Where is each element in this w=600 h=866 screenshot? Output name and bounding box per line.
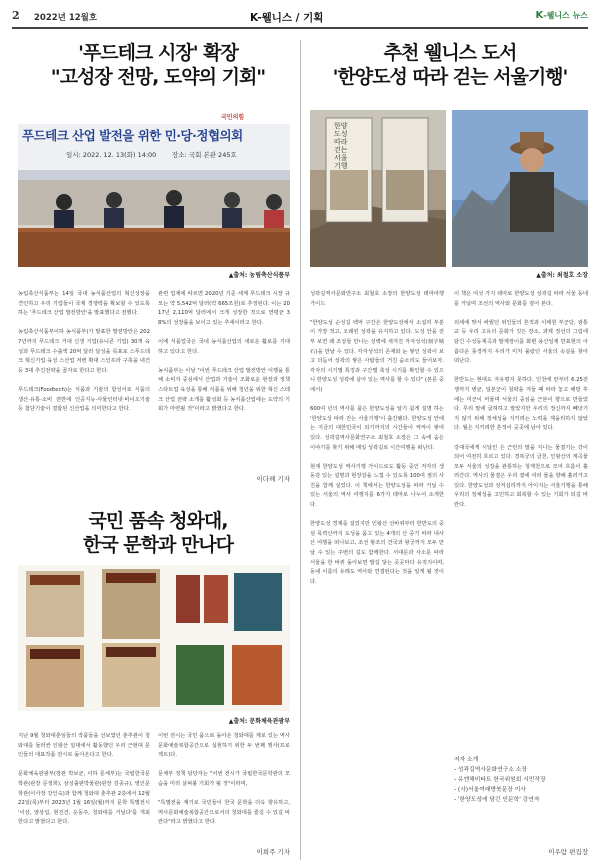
banner-place: 장소: 국회 본관 245호 bbox=[172, 151, 237, 159]
article3-column1: 지난 9월 청와대춘임들의 작품들을 선보였던 춘추관이 청와대를 둘러싼 인왕산 일대에서 활동했던 우리 근현대 문인들의 대표작품 전시로 돌아온다고 한다. 문화체육관광부(장관 박보균, 이하 문체부)는 국립한국문학관(관장 문정희), 삼성출판박물관(관장 김종규), 영인문학관(이사장 강인숙)과 함께 청와대 춘추관 2층에서 12월 22일(목)부터 2023년 1월 16일(월)까지 문학 특별전시 '이상, 염상섭, 현진건, 운동주, 청와대를 거닐다'를 개최한다고 밝혔다고 한다. bbox=[18, 733, 150, 826]
article2-byline: 이우람 편집장 bbox=[548, 848, 588, 856]
banner-date: 일시: 2022. 12. 13(화) 14:00 bbox=[66, 151, 157, 159]
portrait-graphic bbox=[452, 110, 588, 267]
section-title: K-웰니스 / 기획 bbox=[250, 12, 324, 24]
article2-headline-line1: 추천 웰니스 도서 bbox=[383, 42, 517, 64]
article1-column2: 관련 업계에 따르면 2020년 기준 세계 푸드테크 시장 규모는 약 5,542억 달러(약 665조원)로 추정된다. 이는 2017년 2,110억 달러에서 크게 성장한 것으로 연평균 38%의 성장률을 보이고 있는 추세이라고 한다. 이에 식품업국은 국내 농식품산업의 새로운 활로를 기대하고 있다고 한다. 농식품부는 이날 "이번 푸드테크 산업 발전방안 이행을 통해 소비자 중심에서 산업과 기술이 조화로운 현장과 정책 스타트업 육성을 통해 식품을 위해 청년을 위한 혁신 스테크 산업 전략 소개를 활성화 등 농식품산업에는 도약의 기회가 마련될 것"이라고 밝혔다고 한다. bbox=[158, 291, 290, 413]
banner-title: 푸드테크 산업 발전을 위한 민·당·정협의회 bbox=[22, 128, 243, 143]
logo-text: 웰니스 뉴스 bbox=[546, 11, 588, 20]
author-item: - (사)서울여래방북문장 이사 bbox=[454, 787, 526, 793]
author-item: - 유엔해비타트 한국위원회 시민작장 bbox=[454, 777, 546, 783]
article3-byline: 이희주 기자 bbox=[256, 848, 290, 856]
column-divider bbox=[300, 40, 301, 860]
author-portrait-photo bbox=[452, 110, 588, 267]
book-scene-graphic bbox=[310, 110, 446, 267]
logo-mark: K bbox=[535, 10, 544, 21]
author-intro-label: 저자 소개 bbox=[454, 757, 479, 763]
header-rule bbox=[12, 27, 588, 29]
article3-caption: ▲출처: 문화체육관광부 bbox=[228, 718, 290, 725]
author-item: - '한양도성에 담긴 인문학' 강연자 bbox=[454, 797, 540, 803]
page-header bbox=[12, 8, 588, 26]
author-intro bbox=[454, 755, 588, 805]
article3-headline-line1: 국민 품속 청와대, bbox=[88, 510, 228, 532]
article1-column1: 농림축산식품부는 14일 국내 농식품산업의 혁신성장을 견인하고 우리 기업들이 국제 경쟁력을 확보할 수 있도록 하는 '푸드테크 산업 발전방안'을 발표했다고 전했다. 농림축산식품부이하 농식품부)가 발표한 발전방안은 2027년까지 푸드테크 거대 신생 기업(유니콘 기업) 30개 육성과 푸드테크 수출액 20억 달러 달성을 목표로 스푸드테크 혁신기업 육성 스산업 저변 확대 스인프라 구축을 내건 등 3대 추진전략을 골자로 한다고 한다. 푸드테크(Foodtech)는 식품과 기술의 합성어로 식품의 생산·유통·소비 전반에 인공지능·사물인터넷·바이오기술 등 첨단기술이 결합된 신산업을 의미한다고 한다. bbox=[18, 291, 150, 413]
article1-headline-line2: "고성장 전망, 도약의 기회" bbox=[50, 65, 266, 88]
article1-headline bbox=[12, 42, 304, 90]
books-graphic bbox=[18, 565, 290, 711]
publication-logo: K-웰니스 뉴스 bbox=[535, 10, 588, 21]
article2-caption: ▲출처: 최철호 소장 bbox=[536, 272, 588, 279]
article3-column2: 이번 전시는 국민 품으로 돌아온 청와대를 계로 있는 역사문화예술복합공간으로 실현하기 위한 두 번째 행사(프로젝트)다. 문체부 정책 담당자는 "이번 전시가 국립한국문학관의 모습을 미리 살펴볼 기회가 될 것"이라며, "특별전을 계기로 국민들이 한국 문학을 더욱 향유하고, 역사문화예술복합공간으로서의 청와대를 즐길 수 있길 바란다"라고 밝혔다고 한다. bbox=[158, 733, 290, 826]
party-badge: 국민의힘 bbox=[221, 114, 245, 121]
author-item: - 성곽길역사문화연구소 소장 bbox=[454, 767, 527, 773]
book-spine-title: 한양도성 따라 걷는 서울기행 bbox=[334, 122, 348, 170]
literature-books-photo bbox=[18, 565, 290, 711]
article3-headline-line2: 한국 문학과 만나다 bbox=[82, 533, 234, 556]
food-tech-council-photo bbox=[18, 110, 290, 267]
article2-column2: 이 책은 여섯 가지 테마로 한양도성 성곽길 따라 서울 동네를 거닐며 조선의 역사와 문화를 짚어 본다. 외세에 맞서 싸웠던 위인들의 흔적과 이태원 부군당, 광통교 등 우리 고유의 문화가 깃든 장소, 과제 정선의 그림에 담긴 수성동계곡과 팔계장이를 화편 용산일제 반표현의 아름다운 풍경까지 우리가 미처 몰랐던 서울의 속살을 찾아 떠난다. 한반도는 현대도 자유평지 못하다. 인천에 란부터 6.25전쟁까지 병균, 일본군이 침략을 겨들 때 따라 놓고 해방 후에는 미군이 머물며 서울의 중심을 근본이 향으로 만들었다. 무리 말에 굽혀하고 말았지만 우리의 정신까지 빼앗기지 않기 위해 정체성을 지키려는 노력을 계을리하지 않았다. 월은 지키려한 흔적이 곳곳에 남아 있다. 강대국에게 시달린 은 근런의 말을 지나는 물결기는 강이 되어 여전히 흐르고 있다. 경복궁의 금천, 인왕산의 계곡물 모두 서울의 성장을 관통하는 청계천으로 모여 흐름이 흘러간다. 역사의 물결은 우리 곁에 여러 물을 향해 흘러가고 있다. 한양도성과 성저십리까지 아이지는 서울기행을 통해 우리의 정체성을 고민하고 회복할 수 있는 기회가 되길 바란다. bbox=[454, 291, 588, 509]
article1-caption: ▲출처: 농림축산식품부 bbox=[228, 272, 290, 279]
book-cover-photo bbox=[310, 110, 446, 267]
article1-byline: 이다해 기자 bbox=[256, 475, 290, 483]
article1-headline-line1: '푸드테크 시장' 확장 bbox=[78, 42, 238, 64]
article2-headline bbox=[306, 42, 594, 90]
article3-headline bbox=[12, 510, 304, 558]
page-number: 2 bbox=[12, 9, 20, 22]
issue-date: 2022년 12월호 bbox=[34, 13, 98, 23]
article2-headline-line2: '한양도성 따라 걷는 서울기행' bbox=[332, 65, 568, 88]
article2-column1: 성곽길역사문화연구소 최철호 소장의 한양도성 테마여행 가이드 "한양도성 순성길 백악 구간은 한양도성에서 소설리 부분이 가장 적고, 오래된 성곽을 유지하고 있다. 도성 안을 전부 보면 왜 조상들 만나는 성벽에 새겨진 각자성석(刻字城石)을 만날 수 있다. 각자성석의 존재와 눈 쌓인 성곽이 보고 더듬어 성곽의 쌓은 사람들의 거친 숨소리도 들어보자. 각자의 시기별 특징과 구간별 축성 시기를 확인할 수 있으니 한양도성 성곽에 살아 있는 역사를 할 수 있다" (본문 중에서) 600여 년의 역사를 품은 한양도성을 알기 쉽게 설명 하는 '한양도성 따라 걷는 서울기행'이 출간됐다. 한양도성 안에는 지금의 대한민국이 되기까지의 시간들이 켜켜이 쌓여 있다. 성곽길역사문화연구소 최철호 소장은 그 속에 숨은 이야기를 찾기 위해 매일 성곽길로 시간여행을 떠난다. 현재 한양도성 역사기행 가이드로도 활동 중인 저자의 생동감 있는 설명과 현장감을 느낄 수 있도록 100여 점의 사진을 함께 실었다. 이 책에서는 한양도성을 따라 거닐 수 있는 서울의 역사 여행지를 6가지 테마로 나누어 소개한다. 한양도성 경계를 걸었지만 인왕산 선바위부터 한반도의 중심 목멱산까지 도성을 품고 있는 4개의 산 중기 따라 내사산 여행을 떠나보고, 조선 왕조의 건국과 왕궁까지 모두 만날 수 있는 주변의 길도 함께한다. 서대문과 사소문 따라 서울을 한 바퀴 돌아보면 발길 닿는 곳곳마다 유적지이며, 동네 이름의 유래도 역사와 연결된다는 것을 알게 될 것이다. bbox=[310, 291, 444, 585]
